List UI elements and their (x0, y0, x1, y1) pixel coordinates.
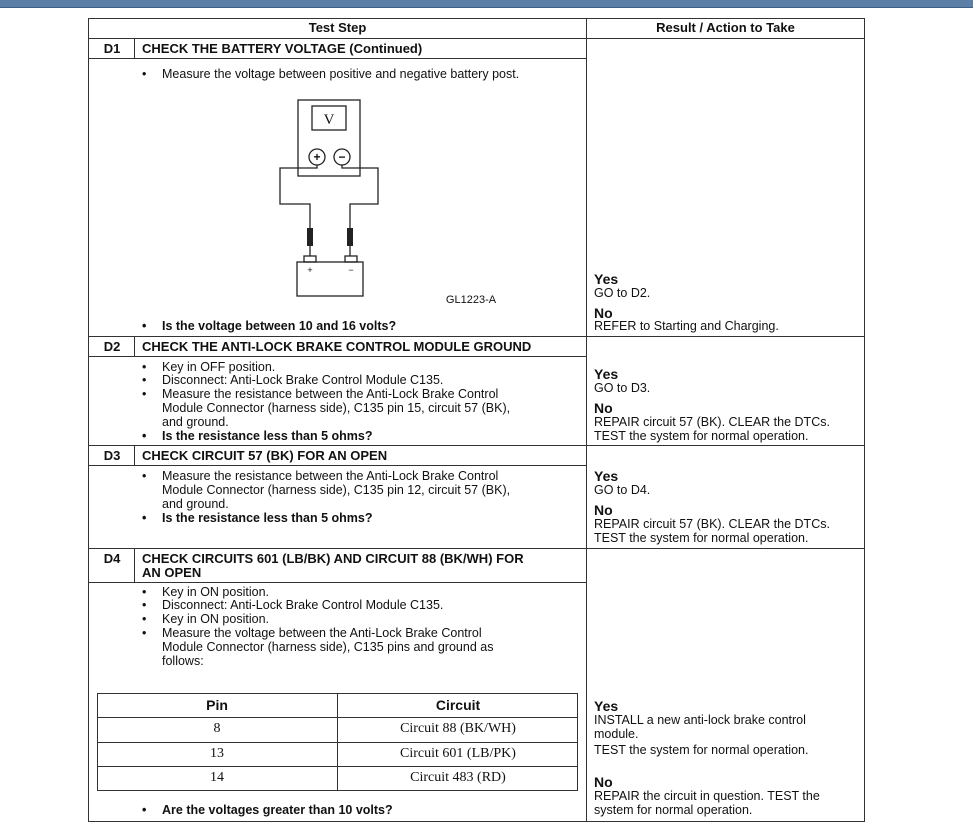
positive-probe (307, 228, 313, 246)
d4-step-title-line-1: CHECK CIRCUITS 601 (LB/BK) AND CIRCUIT 88 (BK/WH) FOR (142, 551, 524, 566)
figure-id: GL1223-A (445, 294, 497, 306)
d4-step-id: D4 (103, 551, 121, 566)
d2-yes-action: GO to D3. (594, 381, 651, 395)
d2-bullet-3-cont-2: and ground. (162, 415, 229, 429)
d3-bullet-1: • Measure the resistance between the Anti-Lock Brake Control (142, 469, 499, 483)
d3-step-id: D3 (103, 448, 121, 463)
d1-yes-label: Yes (594, 271, 619, 287)
battery-positive-post (304, 256, 316, 262)
circuit-cell: Circuit 483 (RD) (410, 770, 506, 785)
d2-bullet-3-cont-1: Module Connector (harness side), C135 pin 15, circuit 57 (BK), (162, 401, 511, 415)
d4-bullet-4-cont-2: follows: (162, 654, 204, 668)
d3-separator (88, 445, 865, 446)
d1-title-rule (88, 58, 587, 59)
d3-no-action-2: TEST the system for normal operation. (594, 531, 809, 545)
d3-yes-label: Yes (594, 468, 619, 484)
d3-no-label: No (594, 502, 613, 518)
d2-step-title: CHECK THE ANTI-LOCK BRAKE CONTROL MODULE GROUND (142, 339, 532, 354)
d1-step-id: D1 (103, 41, 121, 56)
d3-title-rule (88, 465, 587, 466)
pin-cell: 13 (210, 746, 224, 761)
d2-no-action-2: TEST the system for normal operation. (594, 429, 809, 443)
pin-cell: 8 (213, 721, 221, 736)
d2-separator (88, 336, 865, 337)
d1-no-action: REFER to Starting and Charging. (594, 319, 779, 333)
d1-no-label: No (594, 305, 613, 321)
d4-yes-label: Yes (594, 698, 619, 714)
d4-bullet-3: • Key in ON position. (142, 612, 269, 626)
pin-column-header: Pin (206, 697, 228, 713)
circuit-column-header: Circuit (435, 697, 481, 713)
d2-no-label: No (594, 400, 613, 416)
d1-yes-action: GO to D2. (594, 286, 651, 300)
d2-bullet-3: • Measure the resistance between the Anti-Lock Brake Control (142, 387, 499, 401)
d2-step-id: D2 (103, 339, 121, 354)
d3-yes-action: GO to D4. (594, 483, 651, 497)
d4-bullet-1: • Key in ON position. (142, 585, 269, 599)
header-result-action: Result / Action to Take (656, 20, 795, 35)
d2-no-action-1: REPAIR circuit 57 (BK). CLEAR the DTCs. (594, 415, 830, 429)
d4-question: • Are the voltages greater than 10 volts? (142, 803, 393, 817)
table-border-left (88, 18, 89, 822)
voltmeter-battery-diagram (268, 96, 508, 306)
d3-bullet-1-cont-2: and ground. (162, 497, 229, 511)
d4-no-label: No (594, 774, 613, 790)
d3-id-divider (134, 445, 135, 466)
header-test-step: Test Step (308, 20, 367, 35)
meter-minus-symbol: − (338, 150, 346, 164)
meter-v-label: V (323, 112, 335, 128)
d4-no-action-2: system for normal operation. (594, 803, 753, 817)
negative-probe (347, 228, 353, 246)
pin-table-row-rule-2 (97, 742, 578, 743)
d1-id-divider (134, 38, 135, 59)
d4-bullet-4-cont-1: Module Connector (harness side), C135 pins and ground as (162, 640, 494, 654)
d4-no-action-1: REPAIR the circuit in question. TEST the (594, 789, 820, 803)
meter-plus-symbol: + (313, 150, 321, 164)
pin-cell: 14 (210, 770, 224, 785)
d4-id-divider (134, 548, 135, 583)
table-border-bottom (88, 821, 865, 822)
table-border-right (864, 18, 865, 822)
d4-yes-action-1: INSTALL a new anti-lock brake control (594, 713, 806, 727)
d3-step-title: CHECK CIRCUIT 57 (BK) FOR AN OPEN (142, 448, 388, 463)
d4-yes-action-3: TEST the system for normal operation. (594, 743, 809, 757)
table-border-top (88, 18, 865, 19)
header-rule (88, 38, 865, 39)
d1-instruction: • Measure the voltage between positive and negative battery post. (142, 67, 520, 81)
circuit-cell: Circuit 601 (LB/PK) (400, 746, 516, 761)
d3-bullet-1-cont-1: Module Connector (harness side), C135 pin 12, circuit 57 (BK), (162, 483, 511, 497)
d4-step-title-line-2: AN OPEN (142, 565, 202, 580)
battery-negative-post (345, 256, 357, 262)
d2-id-divider (134, 336, 135, 357)
column-divider (586, 18, 587, 822)
d4-separator (88, 548, 865, 549)
d3-question: • Is the resistance less than 5 ohms? (142, 511, 373, 525)
pin-table-row-rule-3 (97, 766, 578, 767)
d2-bullet-1: • Key in OFF position. (142, 360, 276, 374)
d1-step-title: CHECK THE BATTERY VOLTAGE (Continued) (142, 41, 423, 56)
pin-table-row-rule-1 (97, 717, 578, 718)
d2-question: • Is the resistance less than 5 ohms? (142, 429, 373, 443)
battery-minus-symbol: − (348, 265, 354, 275)
battery-plus-symbol: + (307, 265, 313, 275)
d4-yes-action-2: module. (594, 727, 639, 741)
d1-question: • Is the voltage between 10 and 16 volts? (142, 319, 397, 333)
d4-title-rule (88, 582, 587, 583)
d4-bullet-2: • Disconnect: Anti-Lock Brake Control Module C135. (142, 598, 444, 612)
d2-yes-label: Yes (594, 366, 619, 382)
d4-bullet-4: • Measure the voltage between the Anti-Lock Brake Control (142, 626, 482, 640)
circuit-cell: Circuit 88 (BK/WH) (400, 721, 516, 736)
d3-no-action-1: REPAIR circuit 57 (BK). CLEAR the DTCs. (594, 517, 830, 531)
d2-title-rule (88, 356, 587, 357)
d2-bullet-2: • Disconnect: Anti-Lock Brake Control Module C135. (142, 373, 444, 387)
